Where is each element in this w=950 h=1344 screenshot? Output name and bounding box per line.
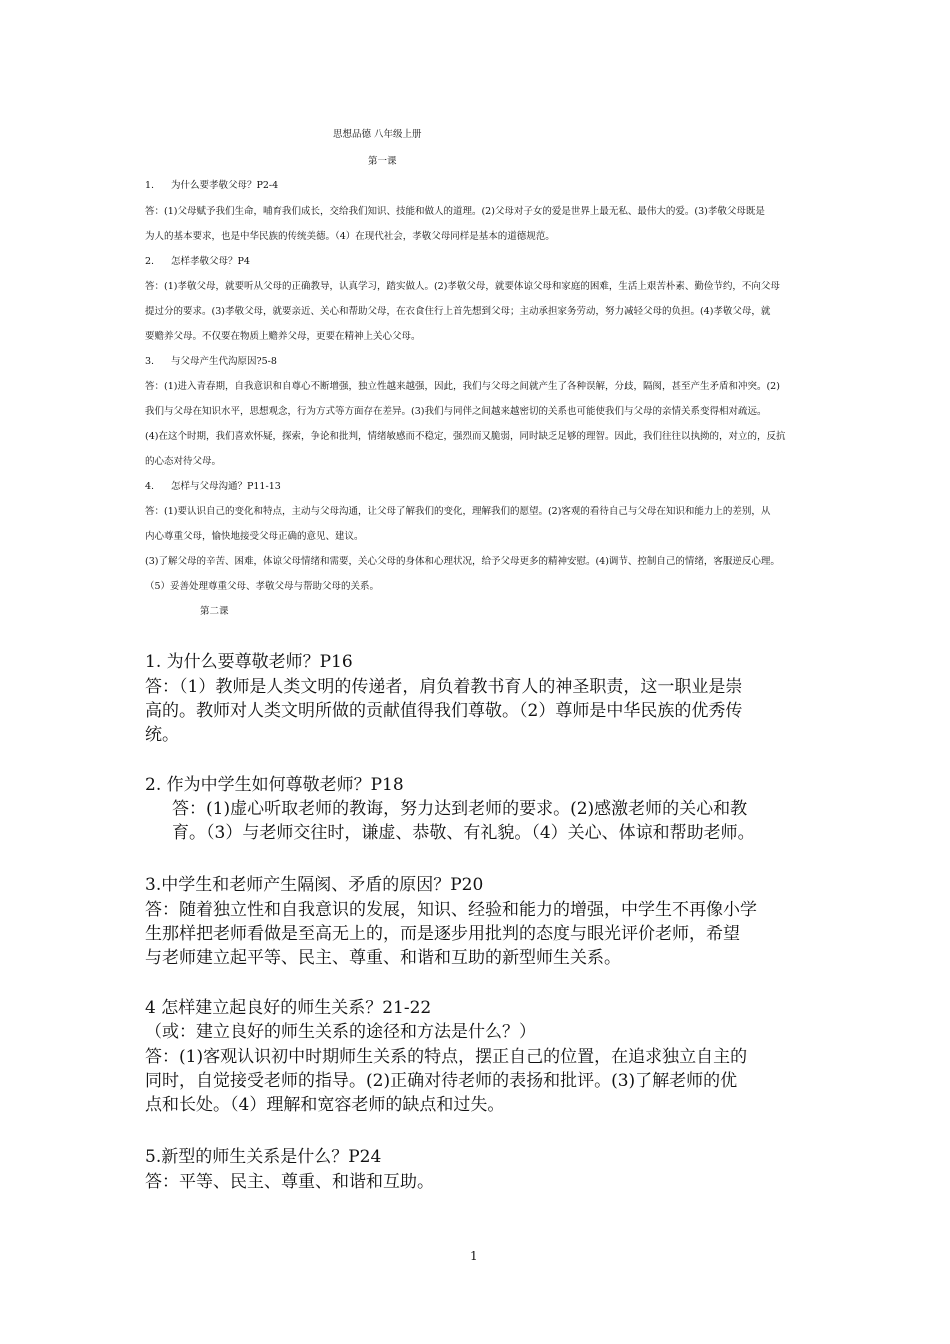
l2-a5-line-1: 答：平等、民主、尊重、和谐和互助。 xyxy=(145,1172,434,1192)
l2-a3-line-2: 生那样把老师看做是至高无上的，而是逐步用批判的态度与眼光评价老师，希望 xyxy=(145,924,740,944)
l2-a4-line-2: 同时，自觉接受老师的指导。(2)正确对待老师的表扬和批评。(3)了解老师的优 xyxy=(145,1071,738,1091)
l1-question-4 xyxy=(145,480,281,494)
l1-q4-number: 4. xyxy=(145,481,155,492)
l2-question-4: 4 怎样建立起良好的师生关系？21-22 xyxy=(145,998,432,1018)
l1-a1-line-2: 为人的基本要求，也是中华民族的传统美德。（4）在现代社会，孝敬父母同样是基本的道德规范。 xyxy=(145,231,555,242)
l2-answer-5 xyxy=(145,1170,825,1194)
l1-q2-text: 怎样孝敬父母？P4 xyxy=(171,256,250,267)
l1-a3-line-4: 的心态对待父母。 xyxy=(145,456,222,467)
l1-a2-line-1: 答：(1)孝敬父母，就要听从父母的正确教导，认真学习，踏实做人。(2)孝敬父母，就要体谅父母和家庭的困难，生活上艰苦朴素、勤俭节约，不向父母 xyxy=(145,281,780,292)
l2-question-4-alt: （或：建立良好的师生关系的途径和方法是什么？） xyxy=(145,1022,536,1042)
l1-q2-number: 2. xyxy=(145,256,155,267)
lesson-2-heading: 第二课 xyxy=(200,606,229,617)
l2-a1-line-1: 答：（1）教师是人类文明的传递者，肩负着教书育人的神圣职责，这一职业是崇 xyxy=(145,677,743,697)
l2-a2-line-1: 答：(1)虚心听取老师的教诲，努力达到老师的要求。(2)感激老师的关心和教 xyxy=(172,799,748,819)
l1-a4-line-2: 内心尊重父母，愉快地接受父母正确的意见、建议。 xyxy=(145,531,364,542)
lesson-1-heading: 第一课 xyxy=(368,156,397,167)
l2-answer-4 xyxy=(145,1045,825,1117)
l2-question-3: 3.中学生和老师产生隔阂、矛盾的原因？P20 xyxy=(145,875,484,895)
l1-question-2 xyxy=(145,255,250,269)
l1-question-1 xyxy=(145,179,278,193)
page-number: 1 xyxy=(470,1249,478,1263)
l1-a1-line-1: 答：(1)父母赋予我们生命，哺育我们成长，交给我们知识、技能和做人的道理。(2)父母对子女的爱是世界上最无私、最伟大的爱。(3)孝敬父母既是 xyxy=(145,206,765,217)
document-title: 思想品德 八年级上册 xyxy=(333,129,422,140)
l2-a3-line-3: 与老师建立起平等、民主、尊重、和谐和互助的新型师生关系。 xyxy=(145,948,621,968)
l1-a3-line-1: 答：(1)进入青春期，自我意识和自尊心不断增强，独立性越来越强，因此，我们与父母之间就产生了各种误解，分歧，隔阂，甚至产生矛盾和冲突。(2) xyxy=(145,381,780,392)
l1-q3-text: 与父母产生代沟原因?5-8 xyxy=(171,356,277,367)
l1-a4-line-1: 答：(1)要认识自己的变化和特点，主动与父母沟通，让父母了解我们的变化，理解我们的愿望。(2)客观的看待自己与父母在知识和能力上的差别，从 xyxy=(145,506,771,517)
l1-question-3 xyxy=(145,355,277,369)
l2-answer-3 xyxy=(145,898,825,970)
l1-q1-text: 为什么要孝敬父母？P2-4 xyxy=(171,180,279,191)
l1-a4-line-4: （5）妥善处理尊重父母、孝敬父母与帮助父母的关系。 xyxy=(145,581,380,592)
l1-q4-text: 怎样与父母沟通？P11-13 xyxy=(171,481,281,492)
l1-q1-number: 1. xyxy=(145,180,155,191)
l2-answer-1 xyxy=(145,675,825,747)
l2-a4-line-3: 点和长处。（4）理解和宽容老师的缺点和过失。 xyxy=(145,1095,505,1115)
l1-a4-line-3: (3)了解父母的辛苦、困难，体谅父母情绪和需要，关心父母的身体和心理状况，给予父母更多的精神安慰。(4)调节、控制自己的情绪，客服逆反心理。 xyxy=(145,556,780,567)
l2-question-5: 5.新型的师生关系是什么？P24 xyxy=(145,1147,382,1167)
l1-a2-line-3: 要赡养父母。不仅要在物质上赡养父母，更要在精神上关心父母。 xyxy=(145,331,421,342)
l1-a2-line-2: 提过分的要求。(3)孝敬父母，就要亲近、关心和帮助父母，在衣食住行上首先想到父母；主动承担家务劳动，努力减轻父母的负担。(4)孝敬父母，就 xyxy=(145,306,771,317)
l2-answer-2 xyxy=(172,797,852,845)
l2-a1-line-2: 高的。教师对人类文明所做的贡献值得我们尊敬。（2）尊师是中华民族的优秀传 xyxy=(145,701,743,721)
l2-question-1: 1. 为什么要尊敬老师？P16 xyxy=(145,652,353,672)
l2-question-2: 2. 作为中学生如何尊敬老师？P18 xyxy=(145,775,404,795)
l2-a1-line-3: 统。 xyxy=(145,725,179,745)
l2-a4-line-1: 答：(1)客观认识初中时期师生关系的特点，摆正自己的位置，在追求独立自主的 xyxy=(145,1047,748,1067)
l1-a3-line-3: (4)在这个时期，我们喜欢怀疑，探索，争论和批判，情绪敏感而不稳定，强烈而又脆弱，同时缺乏足够的理智。因此，我们往往以执拗的，对立的，反抗 xyxy=(145,431,786,442)
l2-a3-line-1: 答：随着独立性和自我意识的发展，知识、经验和能力的增强，中学生不再像小学 xyxy=(145,900,757,920)
l1-q3-number: 3. xyxy=(145,356,155,367)
l2-a2-line-2: 育。（3）与老师交往时，谦虚、恭敬、有礼貌。（4）关心、体谅和帮助老师。 xyxy=(172,823,755,843)
l1-a3-line-2: 我们与父母在知识水平，思想观念，行为方式等方面存在差异。(3)我们与同伴之间越来越密切的关系也可能使我们与父母的亲情关系变得相对疏远。 xyxy=(145,406,767,417)
